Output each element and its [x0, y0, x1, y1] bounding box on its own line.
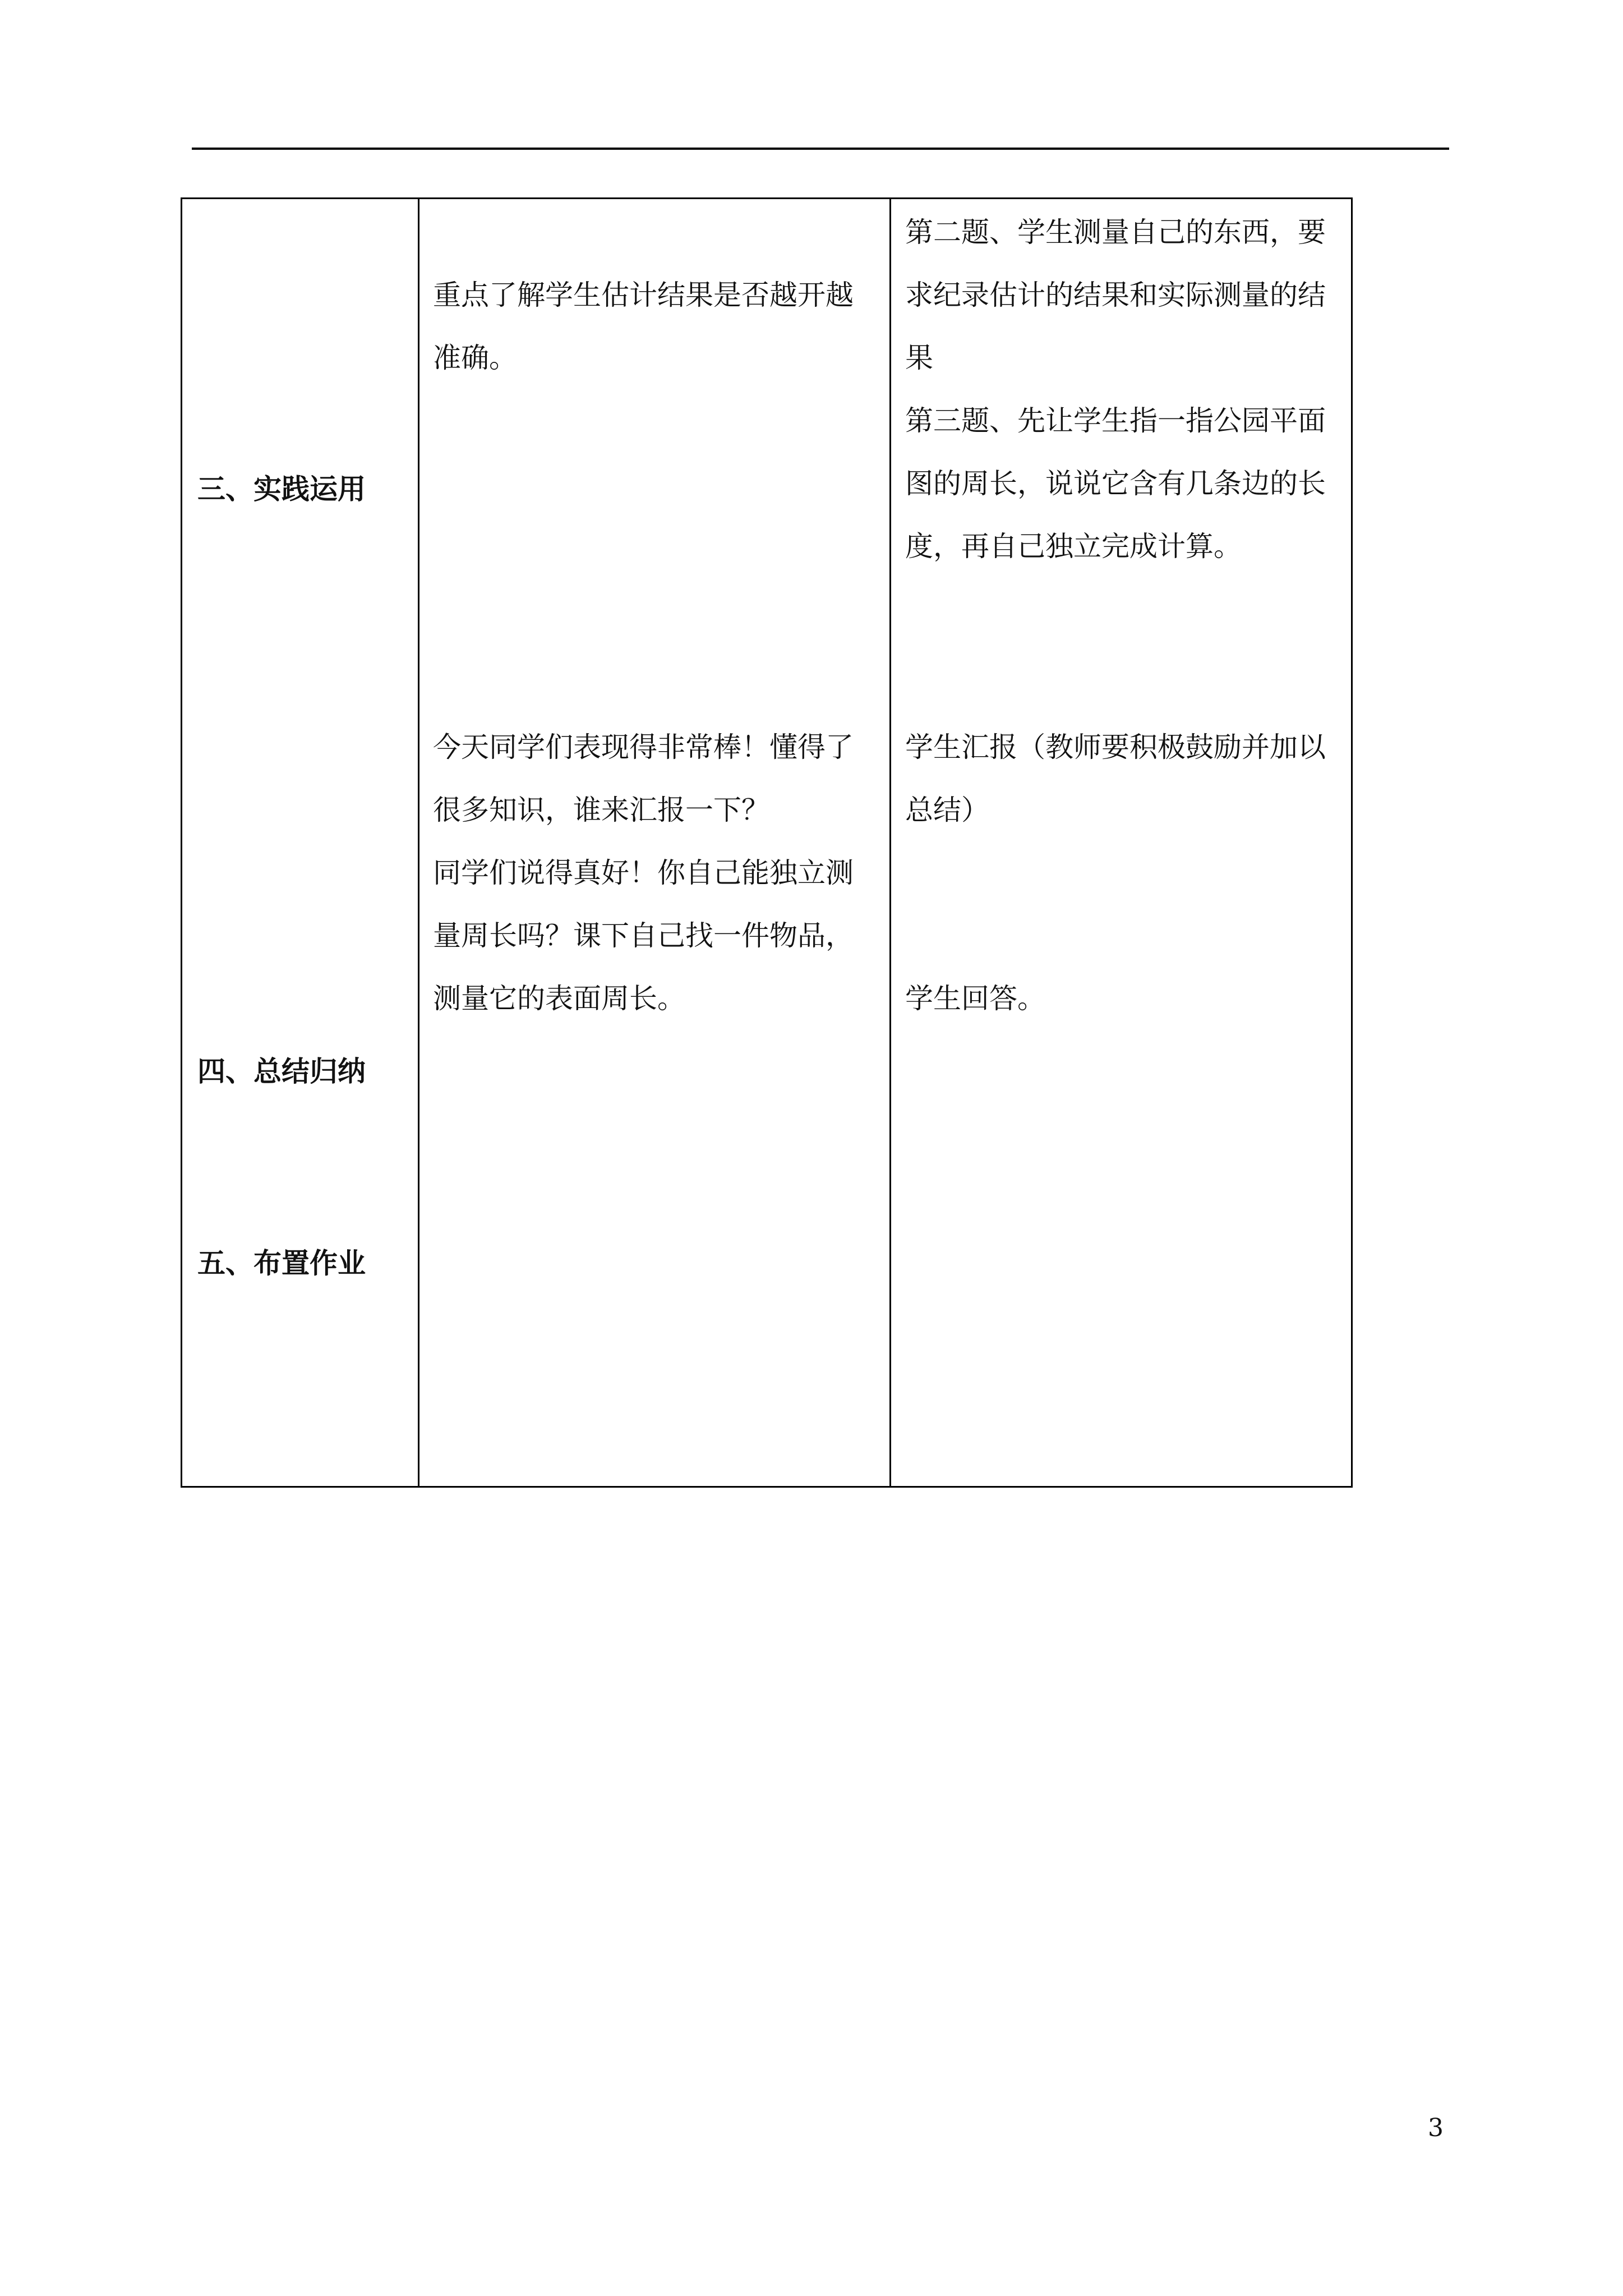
- text-line: 很多知识，谁来汇报一下？: [433, 794, 769, 826]
- column-divider-1: [418, 197, 419, 1488]
- text-line: 同学们说得真好！你自己能独立测: [433, 857, 854, 889]
- student-practice-text: [905, 201, 1326, 578]
- student-summary-text: [905, 716, 1326, 841]
- text-line: 量周长吗？课下自己找一件物品，: [433, 919, 854, 952]
- teacher-practice-text: [433, 264, 854, 389]
- student-answer-text: 学生回答。: [905, 982, 1045, 1015]
- text-line: 总结）: [905, 794, 989, 826]
- text-line: 学生汇报（教师要积极鼓励并加以: [905, 731, 1326, 763]
- stage-homework: 五、布置作业: [197, 1246, 366, 1280]
- teacher-summary-text: [433, 716, 854, 1030]
- text-line: 准确。: [433, 342, 517, 374]
- stage-practice: 三、实践运用: [197, 472, 366, 505]
- text-line: 求纪录估计的结果和实际测量的结: [905, 279, 1326, 311]
- text-line: 第三题、先让学生指一指公园平面: [905, 404, 1326, 437]
- text-line: 重点了解学生估计结果是否越开越: [433, 279, 854, 311]
- text-line: 度，再自己独立完成计算。: [905, 530, 1242, 563]
- column-divider-2: [889, 197, 891, 1488]
- page-number: 3: [1428, 2114, 1444, 2142]
- text-line: 测量它的表面周长。: [433, 982, 685, 1015]
- header-rule: [192, 148, 1449, 150]
- text-line: 果: [905, 342, 933, 374]
- text-line: 图的周长，说说它含有几条边的长: [905, 467, 1326, 500]
- text-line: 今天同学们表现得非常棒！懂得了: [433, 731, 854, 763]
- text-line: 第二题、学生测量自己的东西，要: [905, 216, 1326, 249]
- stage-summary: 四、总结归纳: [197, 1055, 366, 1088]
